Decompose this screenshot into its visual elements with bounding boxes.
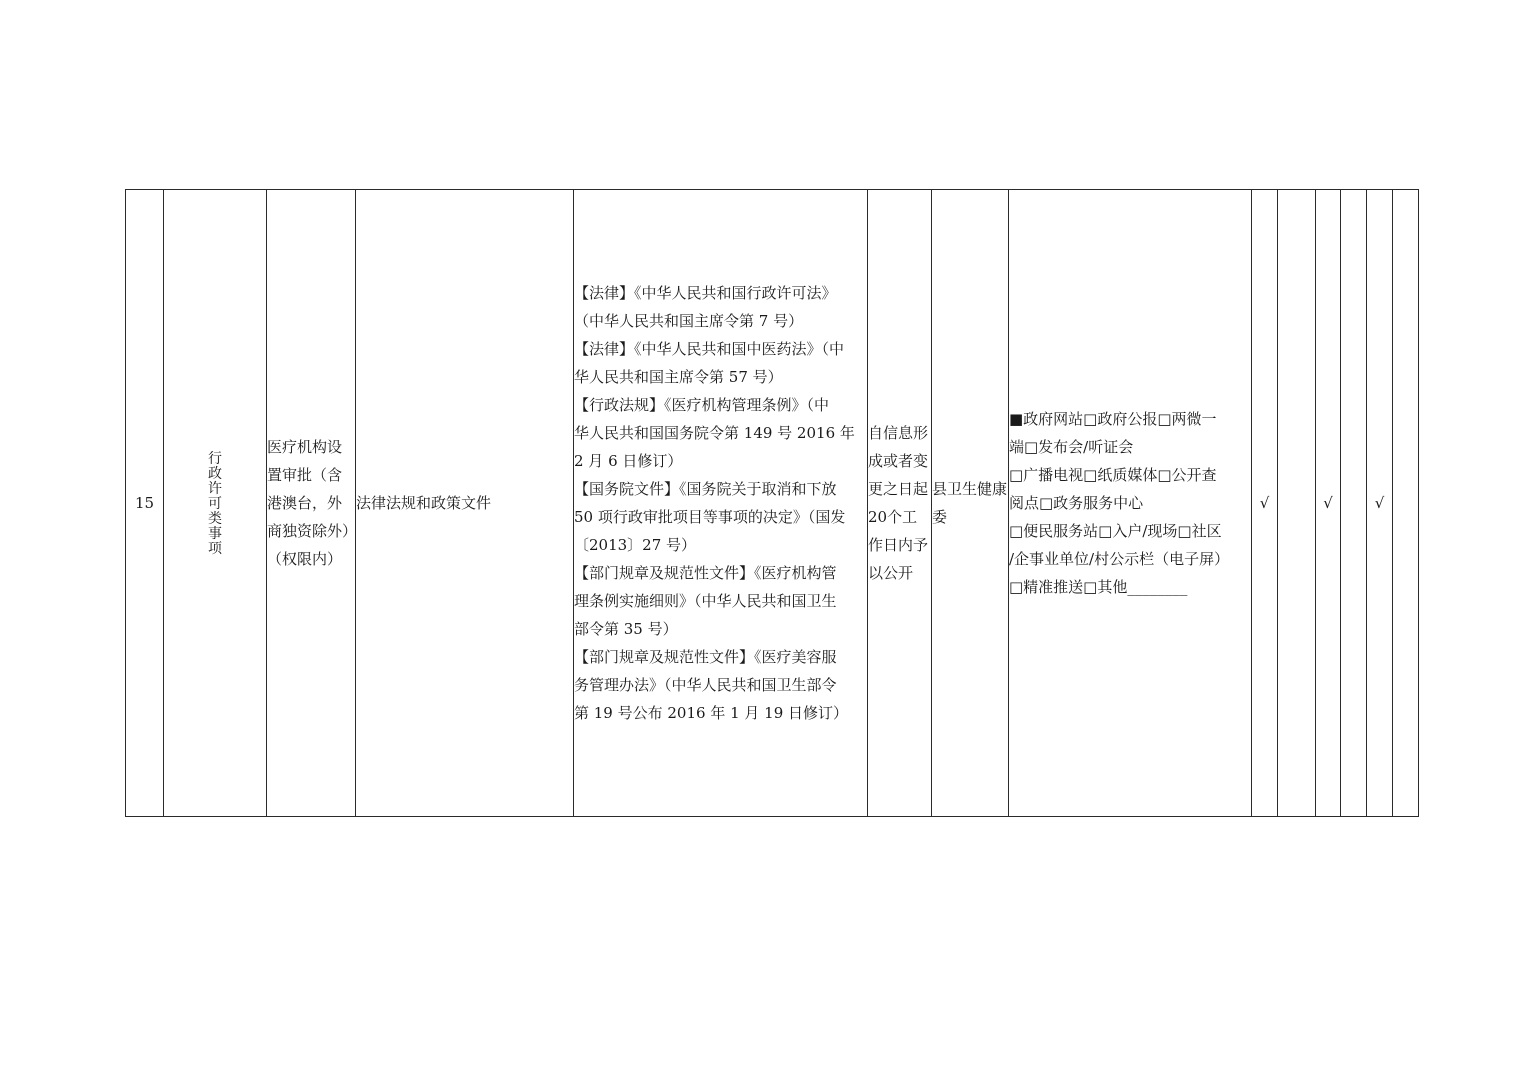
legal-basis-line: 〔2013〕27 号） <box>574 536 697 554</box>
channel-line: /企事业单位/村公示栏（电子屏） <box>1009 550 1230 568</box>
category-text: 行政许可类事项 <box>208 450 222 557</box>
department: 县卫生健康委 <box>932 190 1009 817</box>
channel-line: □便民服务站□入户/现场□社区 <box>1009 522 1222 540</box>
check-mark: √ <box>1316 190 1341 817</box>
legal-basis-line: 第 19 号公布 2016 年 1 月 19 日修订） <box>574 704 849 722</box>
legal-basis-line: 【法律】《中华人民共和国中医药法》（中 <box>574 340 845 358</box>
legal-basis-cell <box>574 190 868 817</box>
legal-basis-line: 华人民共和国国务院令第 149 号 2016 年 <box>574 424 855 442</box>
check-mark: √ <box>1252 190 1278 817</box>
channel-line: ■政府网站□政府公报□两微一 <box>1009 410 1217 428</box>
table-row <box>126 190 1419 817</box>
check-mark: √ <box>1367 190 1393 817</box>
legal-basis-line: 2 月 6 日修订） <box>574 452 683 470</box>
legal-basis-line: 50 项行政审批项目等事项的决定》（国发 <box>574 508 846 526</box>
check-mark <box>1341 190 1367 817</box>
channel-line: □精准推送□其他________ <box>1009 578 1188 596</box>
legal-basis-line: 【部门规章及规范性文件】《医疗机构管 <box>574 564 837 582</box>
legal-basis-line: 【行政法规】《医疗机构管理条例》（中 <box>574 396 830 414</box>
legal-basis-line: 【国务院文件】《国务院关于取消和下放 <box>574 480 837 498</box>
legal-basis-line: （中华人民共和国主席令第 7 号） <box>574 312 804 330</box>
time-limit: 自信息形成或者变更之日起20个工作日内予以公开 <box>868 190 932 817</box>
channel-line: □广播电视□纸质媒体□公开查 <box>1009 466 1217 484</box>
row-number: 15 <box>126 190 164 817</box>
channel-line: 端□发布会/听证会 <box>1009 438 1134 456</box>
legal-basis-line: 【部门规章及规范性文件】《医疗美容服 <box>574 648 837 666</box>
item-name: 医疗机构设置审批（含港澳台，外商独资除外）（权限内） <box>267 190 356 817</box>
basis-type: 法律法规和政策文件 <box>356 190 574 817</box>
check-mark <box>1278 190 1316 817</box>
channel-line: 阅点□政务服务中心 <box>1009 494 1144 512</box>
check-mark <box>1393 190 1419 817</box>
legal-basis-line: 【法律】《中华人民共和国行政许可法》 <box>574 284 837 302</box>
legal-basis-line: 华人民共和国主席令第 57 号） <box>574 368 783 386</box>
legal-basis-line: 理条例实施细则》（中华人民共和国卫生 <box>574 592 837 610</box>
channels-cell <box>1009 190 1252 817</box>
legal-basis-line: 务管理办法》（中华人民共和国卫生部令 <box>574 676 837 694</box>
legal-basis-line: 部令第 35 号） <box>574 620 678 638</box>
category-cell <box>164 190 267 817</box>
disclosure-table <box>125 189 1419 817</box>
